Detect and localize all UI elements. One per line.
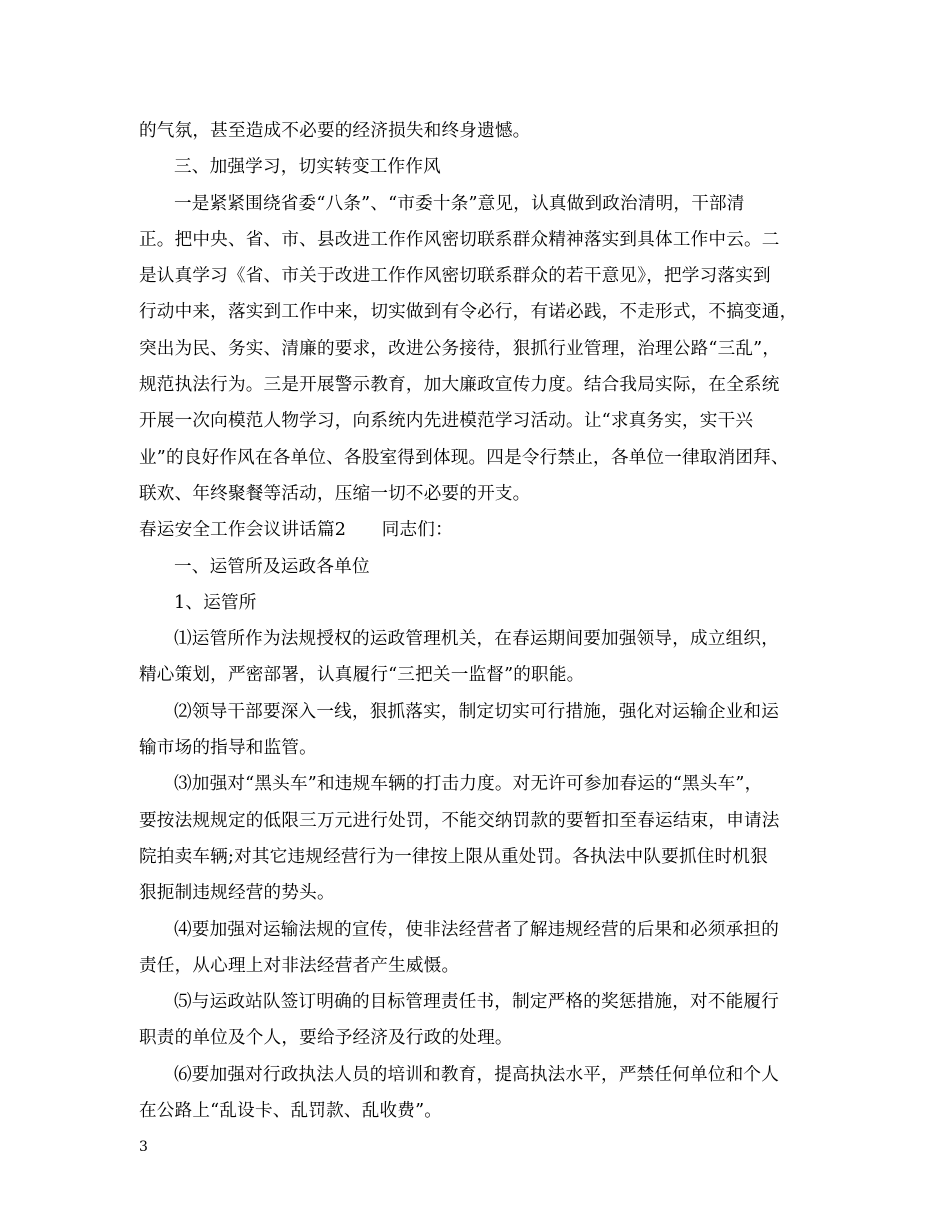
- text-line: 是认真学习《省、市关于改进工作作风密切联系群众的若干意见》，把学习落实到: [139, 266, 771, 287]
- text-line: 正。把中央、省、市、县改进工作作风密切联系群众精神落实到具体工作中云。二: [139, 229, 780, 250]
- text-line: ⑶加强对“黑头车”和违规车辆的打击力度。对无许可参加春运的“黑头车”，: [174, 774, 763, 795]
- text-line: ⑹要加强对行政执法人员的培训和教育，提高执法水平，严禁任何单位和个人: [174, 1064, 779, 1085]
- text-line: 输市场的指导和监管。: [139, 738, 317, 759]
- text-line: 的气氛，甚至造成不必要的经济损失和终身遗憾。: [139, 121, 531, 141]
- text-line: 职责的单位及个人，要给予经济及行政的处理。: [139, 1028, 513, 1049]
- text-line: 一是紧紧围绕省委“八条”、“市委十条”意见，认真做到政治清明，干部清: [174, 193, 745, 214]
- document-body: [139, 113, 829, 1129]
- text-line: 要按法规规定的低限三万元进行处罚，不能交纳罚款的要暂扣至春运结束，申请法: [139, 810, 780, 831]
- text-line: 责任，从心理上对非法经营者产生威慑。: [139, 955, 460, 976]
- text-line: 业”的良好作风在各单位、各股室得到体现。四是令行禁止，各单位一律取消团拜、: [139, 447, 789, 468]
- text-line: 联欢、年终聚餐等活动，压缩一切不必要的开支。: [139, 483, 531, 504]
- text-line: 行动中来，落实到工作中来，切实做到有令必行，有诺必践，不走形式，不搞变通，: [139, 302, 798, 323]
- text-line: 突出为民、务实、清廉的要求，改进公务接待，狠抓行业管理，治理公路“三乱”，: [139, 338, 781, 359]
- text-line: 精心策划，严密部署，认真履行“三把关一监督”的职能。: [139, 665, 585, 686]
- text-line: ⑷要加强对运输法规的宣传，使非法经营者了解违规经营的后果和必须承担的: [174, 919, 779, 940]
- article-title-line: 春运安全工作会议讲话篇2 同志们：: [139, 520, 453, 541]
- text-line: ⑸与运政站队签订明确的目标管理责任书，制定严格的奖惩措施，对不能履行: [174, 992, 779, 1013]
- section-heading: 一、运管所及运政各单位: [174, 556, 370, 577]
- text-line: 在公路上“乱设卡、乱罚款、乱收费”。: [139, 1101, 443, 1122]
- text-line: ⑴运管所作为法规授权的运政管理机关，在春运期间要加强领导，成立组织，: [174, 629, 779, 650]
- text-line: 院拍卖车辆;对其它违规经营行为一律按上限从重处罚。各执法中队要抓住时机狠: [139, 846, 768, 867]
- section-heading: 三、加强学习，切实转变工作作风: [174, 157, 441, 178]
- text-line: 狠扼制违规经营的势头。: [139, 883, 335, 904]
- text-line: 开展一次向模范人物学习，向系统内先进模范学习活动。让“求真务实，实干兴: [139, 411, 754, 432]
- text-line: 规范执法行为。三是开展警示教育，加大廉政宣传力度。结合我局实际，在全系统: [139, 375, 780, 396]
- subsection-heading: 1、运管所: [174, 592, 257, 613]
- text-line: ⑵领导干部要深入一线，狠抓落实，制定切实可行措施，强化对运输企业和运: [174, 701, 779, 722]
- page-number: 3: [139, 1139, 148, 1155]
